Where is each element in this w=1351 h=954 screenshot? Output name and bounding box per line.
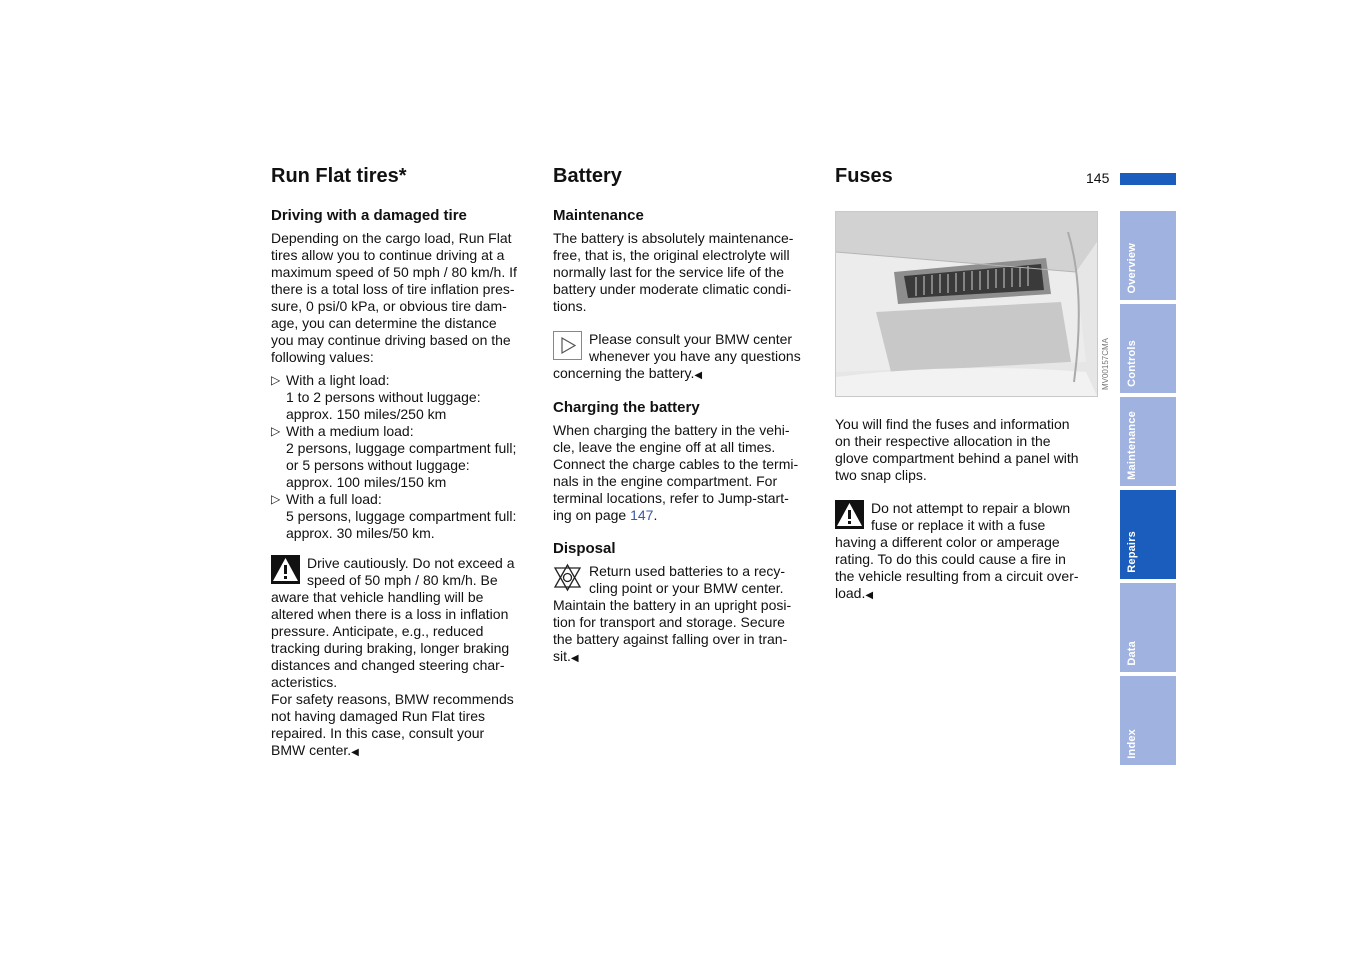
page-number: 145 — [1086, 170, 1110, 186]
list-marker-icon: ▷ — [271, 492, 281, 506]
subheading-disposal: Disposal — [553, 540, 616, 557]
subheading-maintenance: Maintenance — [553, 207, 644, 224]
subheading-damaged-tire: Driving with a damaged tire — [271, 207, 467, 224]
info-note-battery: Please consult your BMW center whenever you have any questions concerning the battery.◀ — [553, 331, 801, 381]
end-mark-icon: ◀ — [694, 370, 703, 381]
tab-index[interactable]: Index — [1120, 676, 1176, 765]
section-disposal — [553, 540, 825, 558]
warning-note-fuses: Do not attempt to repair a blown fuse or replace it with a fuse having a different color or amperage rating. To do this could cause a fire in the vehicle resulting from a circuit over- load.◀ — [835, 500, 1079, 601]
heading-run-flat-tires: Run Flat tires* — [271, 165, 407, 187]
load-list — [271, 372, 543, 542]
recycle-icon — [553, 563, 582, 592]
list-item: ▷ With a light load: 1 to 2 persons without luggage: approx. 150 miles/250 km — [271, 372, 481, 422]
section-charging — [553, 399, 825, 524]
tab-maintenance[interactable]: Maintenance — [1120, 397, 1176, 486]
end-mark-icon: ◀ — [351, 747, 359, 758]
list-marker-icon: ▷ — [271, 424, 281, 438]
charging-paragraph: When charging the battery in the vehi- cle, leave the engine off at all times. Connect the charge cables to the termi- nals in the engine compartment. For terminal locations, refer to Jump-start- ing on page 147. — [553, 422, 799, 523]
intro-paragraph: Depending on the cargo load, Run Flat tires allow you to continue driving at a maximum speed of 50 mph / 80 km/h. If there is a total loss of tire inflation pres- sure, 0 psi/0 kPa, or obvious tire dam- age, you can determine the distance you may continue driving based on the following values: — [271, 230, 517, 365]
fuses-paragraph: You will find the fuses and information on their respective allocation in the glove compartment behind a panel with two snap clips. — [835, 416, 1079, 483]
tab-data[interactable]: Data — [1120, 583, 1176, 672]
page-link-147[interactable]: 147 — [630, 507, 654, 523]
tab-controls[interactable]: Controls — [1120, 304, 1176, 393]
figure-code: MV00157CMA — [1101, 338, 1110, 391]
page-number-bar — [1120, 173, 1176, 185]
heading-battery: Battery — [553, 165, 622, 187]
glove-compartment-figure — [835, 211, 1098, 397]
warning-note-tires: Drive cautiously. Do not exceed a speed of 50 mph / 80 km/h. Be aware that vehicle handling will be altered when there is a loss in inflation pressure. Anticipate, e.g., reduced tracking during braking, longer braking distances and changed steering char- acteristics. For safety reasons, BMW recommends not having damaged Run Flat tires repaired. In this case, consult your BMW center.◀ — [271, 555, 515, 758]
fuse-panel-illustration — [836, 212, 1097, 396]
play-note-icon — [553, 331, 582, 360]
maintenance-paragraph: The battery is absolutely maintenance- free, that is, the original electrolyte will normally last for the service life of the battery under moderate climatic condi- tions. — [553, 230, 794, 314]
tab-overview[interactable]: Overview — [1120, 211, 1176, 300]
disposal-note: Return used batteries to a recy- cling point or your BMW center. Maintain the battery in an upright posi- tion for transport and storage. Secure the battery against falling over in tran- sit.◀ — [553, 563, 792, 664]
list-item: ▷ With a medium load: 2 persons, luggage compartment full; or 5 persons without luggage: approx. 100 miles/150 km — [271, 423, 517, 490]
warning-icon — [271, 555, 300, 584]
section-damaged-tire — [271, 207, 543, 542]
end-mark-icon: ◀ — [570, 653, 579, 664]
subheading-charging: Charging the battery — [553, 399, 700, 416]
section-maintenance — [553, 207, 825, 315]
tab-repairs[interactable]: Repairs — [1120, 490, 1176, 579]
warning-icon — [835, 500, 864, 529]
list-item: ▷ With a full load: 5 persons, luggage compartment full: approx. 30 miles/50 km. — [271, 491, 517, 541]
end-mark-icon: ◀ — [865, 590, 874, 601]
list-marker-icon: ▷ — [271, 373, 281, 387]
heading-fuses: Fuses — [835, 165, 893, 187]
